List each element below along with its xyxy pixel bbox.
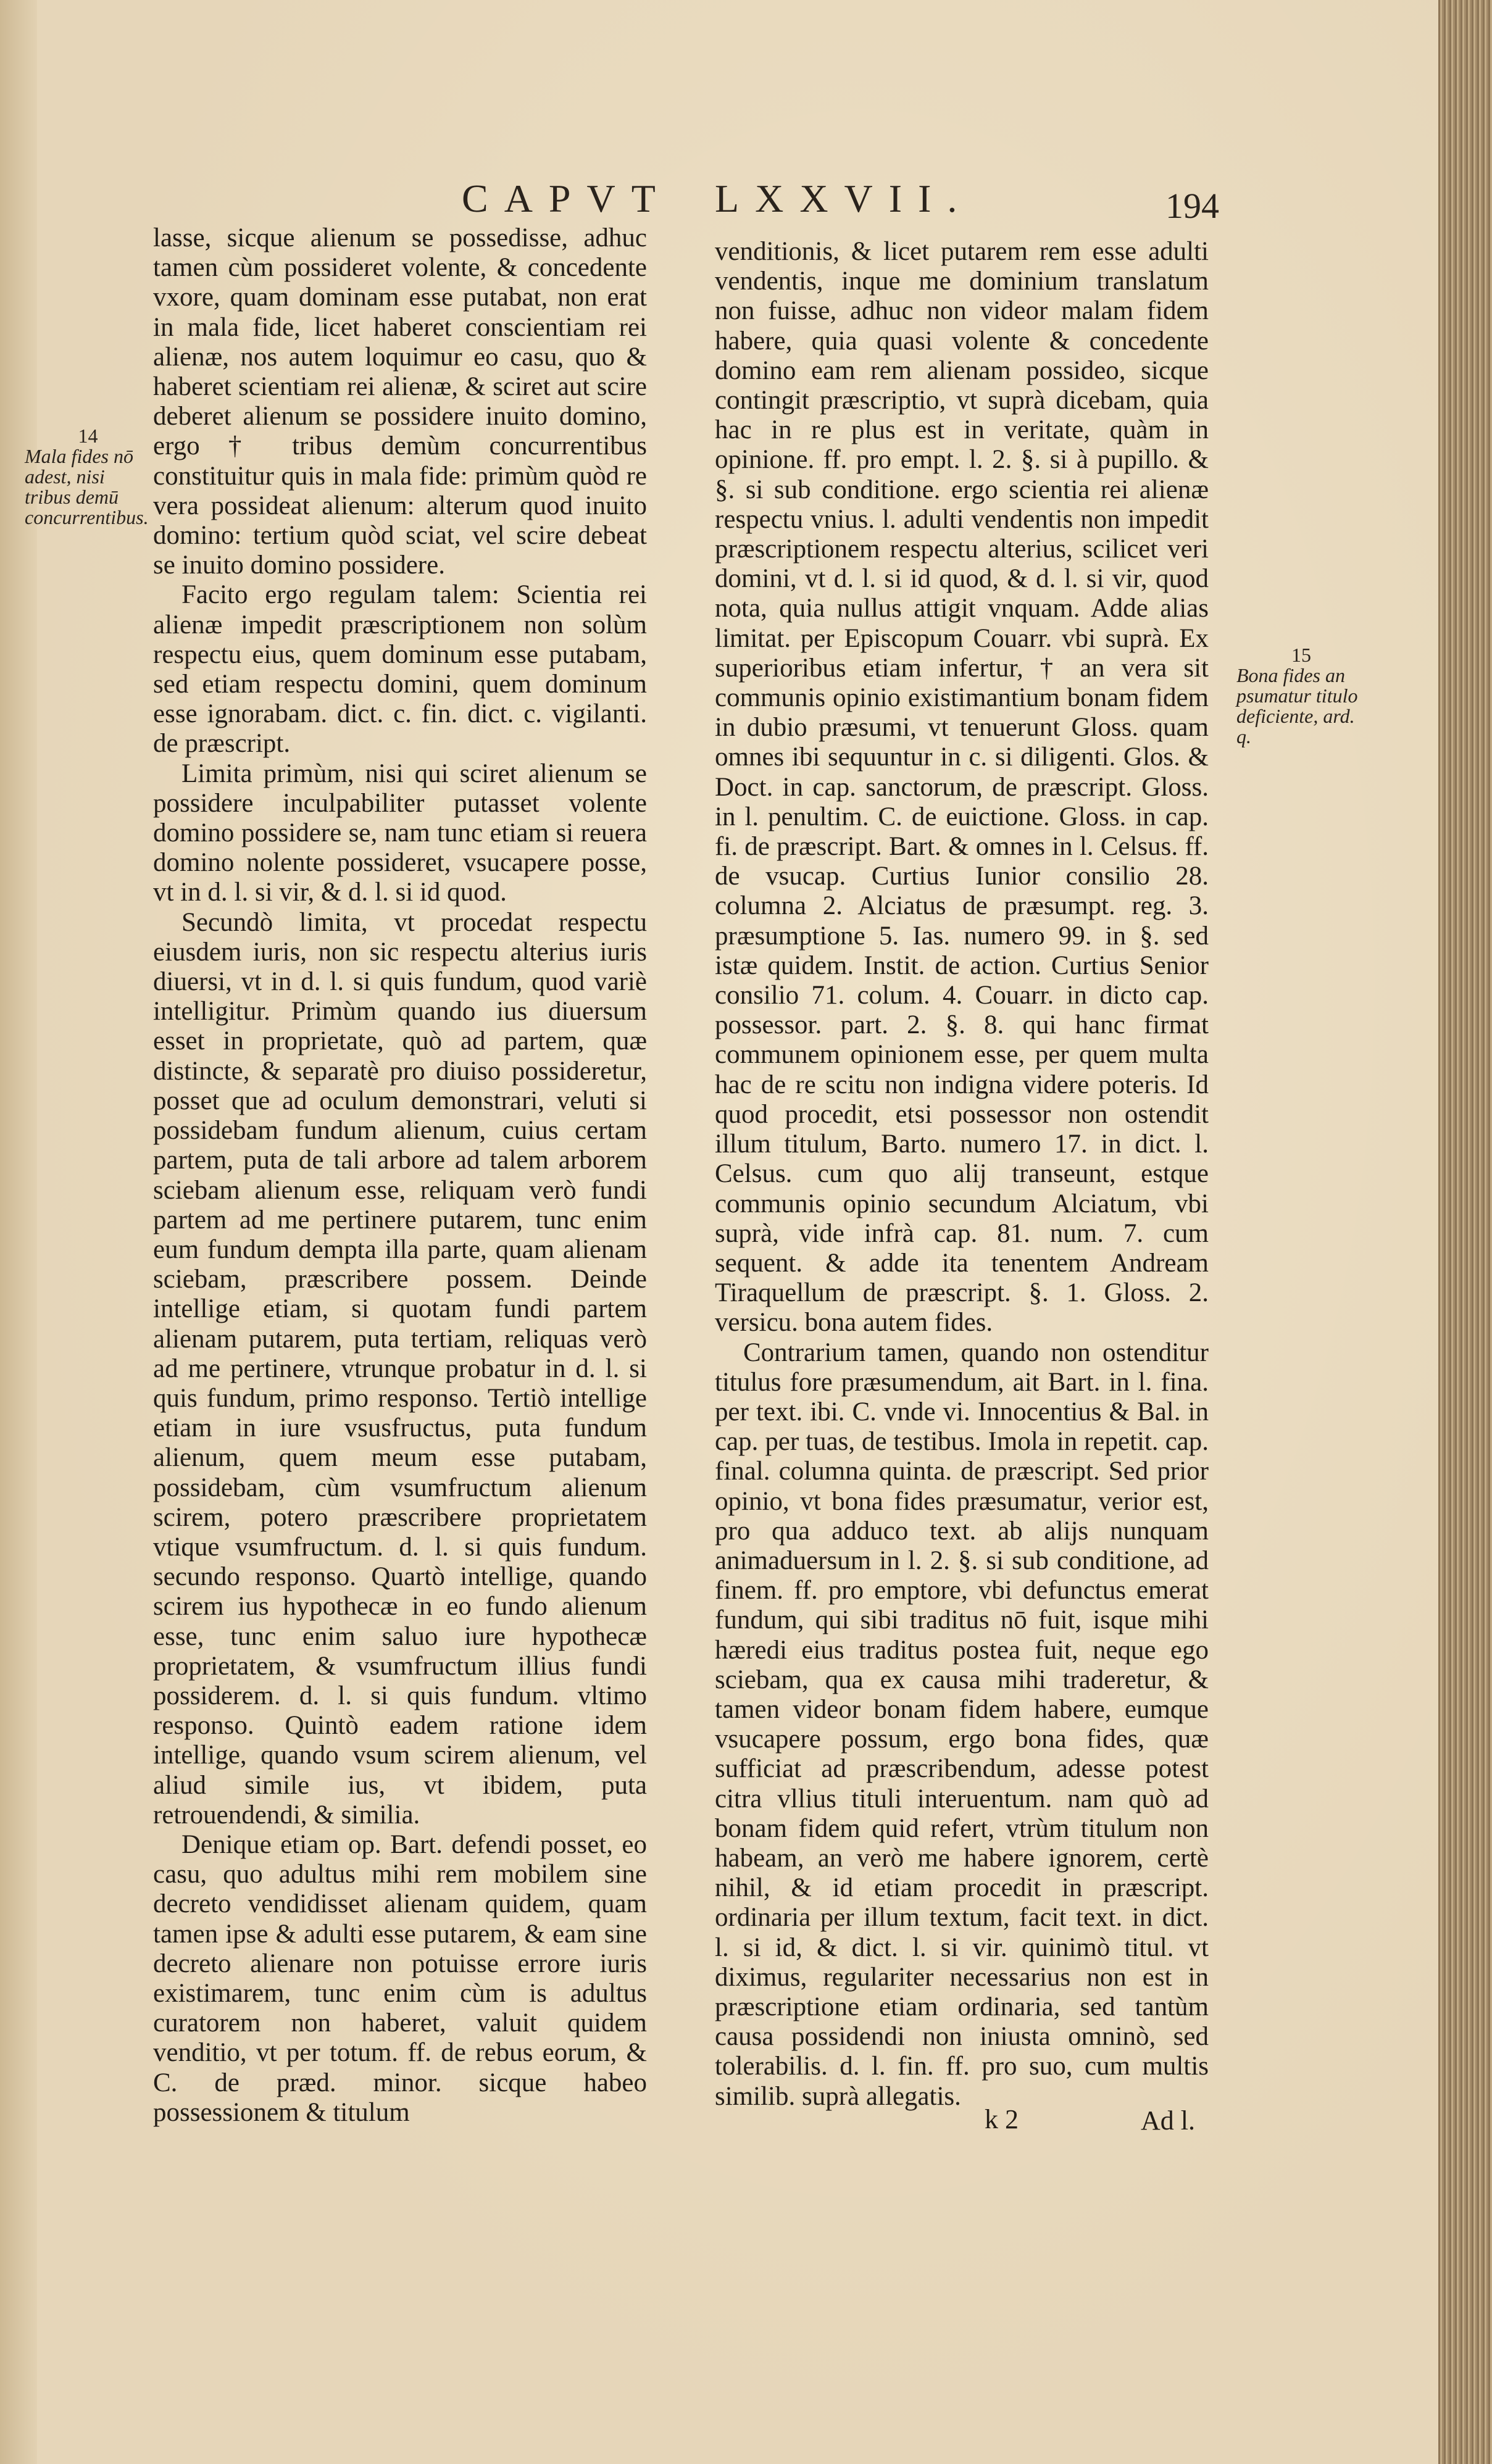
paragraph: Limita primùm, nisi qui sciret alienum se possidere inculpabiliter putasset volente domino possidere se, nam tunc etiam si reuera domino nolente possideret, vsucapere posse, vt in d. l. si vir, & d. l. si id quod. — [153, 759, 647, 907]
running-head-left: CAPVT — [462, 177, 672, 220]
paragraph: Secundò limita, vt procedat respectu eiusdem iuris, non sic respectu alterius iuris diuersi, vt in d. l. si quis fundum, quod variè intelligitur. Primùm quando ius diuersum esset in proprietate, quò ad partem, quæ distincte, & separatè pro diuiso possideretur, posset que ad oculum demonstrari, veluti si possidebam fundum alienum, cuius certam partem, puta de tali arbore ad talem arborem sciebam alienum esse, reliquam verò fundi partem ad me pertinere putarem, tunc enim eum fundum dempta illa parte, quam alienam sciebam, præscribere possem. Deinde intellige etiam, si quotam fundi partem alienam putarem, puta tertiam, reliquas verò ad me pertinere, vtrunque probatur in d. l. si quis fundum, primo responso. Tertiò intellige etiam in iure vsusfructus, puta fundum alienum, quem meum esse putabam, possidebam, cùm vsumfructum alienum scirem, potero præscribere proprietatem vtique vsumfructum. d. l. si quis fundum. secundo responso. Quartò intellige, quando scirem ius hypothecæ in eo fundo alienum esse, tunc enim saluo iure hypothecæ proprietatem, & vsumfructum illius fundi possiderem. d. l. si quis fundum. vltimo responso. Quintò eadem ratione idem intellige, quando vsum scirem alienum, vel aliud simile ius, vt ibidem, puta retrouendendi, & similia. — [153, 907, 647, 1829]
text-column-left — [153, 223, 647, 2128]
margin-note-right — [1236, 645, 1366, 747]
book-fore-edge — [1438, 0, 1492, 2464]
running-head-right: LXXVII. — [715, 177, 973, 220]
text-column-right — [715, 237, 1209, 2112]
paragraph: Denique etiam op. Bart. defendi posset, eo casu, quo adultus mihi rem mobilem sine decreto vendidisset alienam quidem, quam tamen ipse & adulti esse putarem, & eam sine decreto alienare non potuisse errore iuris existimarem, tunc enim cùm is adultus curatorem non haberet, valuit quidem venditio, vt per totum. ff. de rebus eorum, & C. de præd. minor. sicque habeo possessionem & titulum — [153, 1829, 647, 2127]
paragraph: Contrarium tamen, quando non ostenditur titulus fore præsumendum, ait Bart. in l. fina. per text. ibi. C. vnde vi. Innocentius & Bal. in cap. per tuas, de testibus. Imola in repetit. cap. final. columna quinta. de præscript. Sed prior opinio, vt bona fides præsumatur, verior est, pro qua adduco text. ab alijs nunquam animaduersum in l. 2. §. si sub conditione, ad finem. ff. pro emptore, vbi defunctus emerat fundum, qui sibi traditus nō fuit, isque mihi hæredi eius traditus postea fuit, neque ego sciebam, qua ex causa mihi traderetur, & tamen videor bonam fidem habere, eumque vsucapere possum, ergo bona fides, quæ sufficiat ad præscribendum, adesse potest citra vllius tituli interuentum. nam quò ad bonam fidem quid refert, vtrùm titulum non habeam, an verò me habere ignorem, certè nihil, & id etiam procedit in præscript. ordinaria per illum textum, facit text. in dict. l. si id, & dict. l. si vir. quinimò titul. vt diximus, regulariter necessarius non est in præscriptione etiam ordinaria, sed tantùm causa possidendi non iniusta omninò, sed tolerabilis. d. l. fin. ff. pro suo, cum multis similib. suprà allegatis. — [715, 1338, 1209, 2111]
paragraph: lasse, sicque alienum se possedisse, adhuc tamen cùm possideret volente, & concedente vxore, quam dominam esse putabat, non erat in mala fide, licet haberet conscientiam rei alienæ, nos autem loquimur eo casu, quo & haberet scientiam rei alienæ, & sciret aut scire deberet alienum se possidere inuito domino, ergo † tribus demùm concurrentibus constituitur quis in mala fide: primùm quòd re vera possideat alienum: alterum quod inuito domino: tertium quòd sciat, vel scire debeat se inuito domino possidere. — [153, 223, 647, 580]
margin-note-text: Mala fides nō adest, nisi tribus demū concurrentibus. — [25, 445, 149, 528]
margin-note-number: 14 — [78, 425, 98, 447]
paragraph: venditionis, & licet putarem rem esse adulti vendentis, inque me dominium translatum non fuisse, adhuc non videor malam fidem habere, quia quasi volente & concedente domino eam rem alienam possideo, sicque contingit præscriptio, vt suprà dicebam, quia hac in re plus est in veritate, quàm in opinione. ff. pro empt. l. 2. §. si à pupillo. & §. si sub conditione. ergo scientia rei alienæ respectu vnius. l. adulti vendentis non impedit præscriptionem respectu alterius, scilicet veri domini, vt d. l. si id quod, & d. l. si vir, quod nota, quia nullus attigit vnquam. Adde alias limitat. per Episcopum Couarr. vbi suprà. Ex superioribus etiam infertur, † an vera sit communis opinio existimantium bonam fidem in dubio præsumi, vt tenuerunt Gloss. quam omnes ibi sequuntur in c. si diligenti. Glos. & Doct. in cap. sanctorum, de præscript. Gloss. in l. penultim. C. de euictione. Gloss. in cap. fi. de præscript. Bart. & omnes in l. Celsus. ff. de vsucap. Curtius Iunior consilio 28. columna 2. Alciatus de præsumpt. reg. 3. præsumptione 5. Ias. numero 99. in §. sed istæ quidem. Instit. de action. Curtius Senior consilio 71. colum. 4. Couarr. in dicto cap. possessor. part. 2. §. 8. qui hanc firmat communem opinionem esse, per quem multa hac de re scitu non indigna videre poteris. Id quod procedit, etsi possessor non ostendit illum titulum, Barto. numero 17. in dict. l. Celsus. cum quo alij transeunt, estque communis opinio secundum Alciatum, vbi suprà, vide infrà cap. 81. num. 7. cum sequent. & adde ita tenentem Andream Tiraquellum de præscript. §. 1. Gloss. 2. versicu. bona autem fides. — [715, 237, 1209, 1338]
catchword: Ad l. — [1141, 2105, 1195, 2136]
folio-number: 194 — [1165, 186, 1219, 226]
margin-note-text: Bona fides an psumatur titulo deficiente, ard. q. — [1236, 664, 1358, 747]
signature-mark: k 2 — [985, 2104, 1019, 2134]
margin-note-left — [25, 426, 151, 528]
page-gutter — [0, 0, 37, 2464]
paragraph: Facito ergo regulam talem: Scientia rei alienæ impedit præscriptionem non solùm respectu eius, quem dominum esse putabam, sed etiam respectu domini, quem dominum esse ignorabam. dict. c. fin. dict. c. vigilanti. de præscript. — [153, 580, 647, 759]
margin-note-number: 15 — [1291, 644, 1311, 666]
